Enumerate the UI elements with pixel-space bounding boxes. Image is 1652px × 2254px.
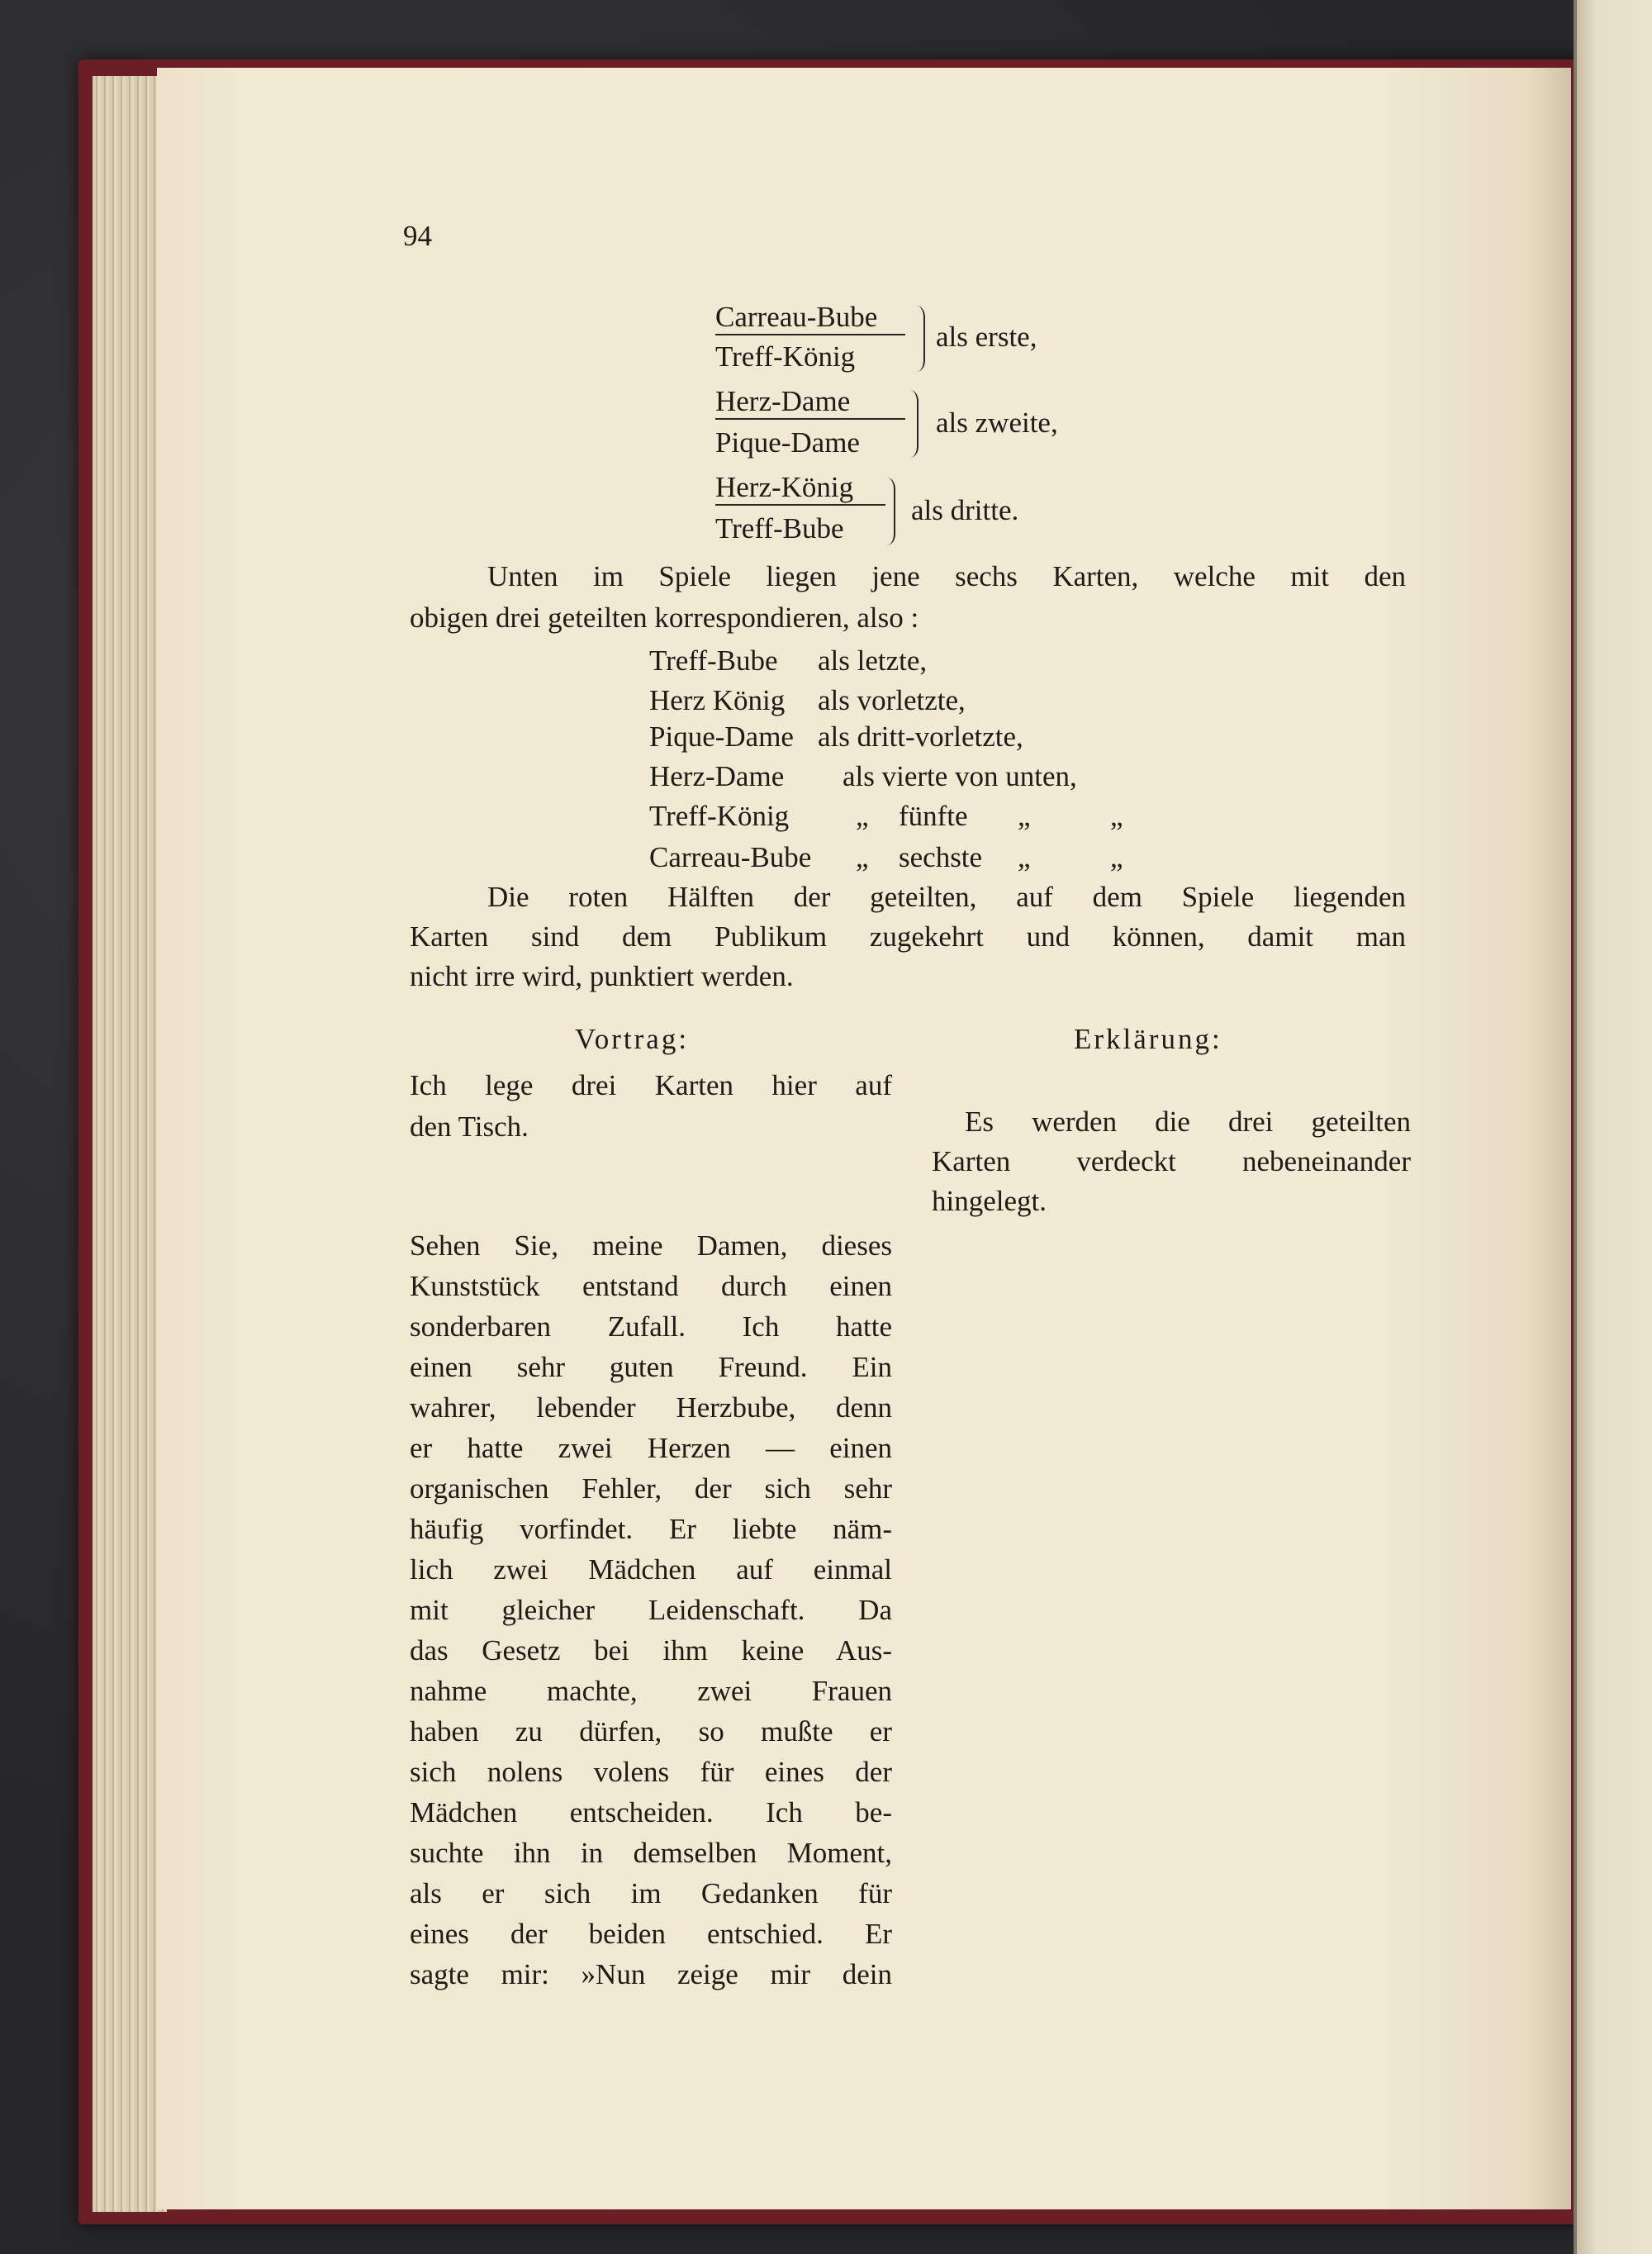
list-card-3: Pique-Dame [649,720,794,753]
list-word-6: sechste [899,841,983,873]
pair-1-label: als erste, [936,321,1037,353]
list-ditto-5b: „ [1018,800,1031,832]
erklaerung-heading: Erklärung: [1074,1023,1222,1055]
vortrag-heading: Vortrag: [575,1023,690,1055]
list-ditto-5a: „ [856,800,869,832]
list-card-5: Treff-König [649,800,790,832]
list-phrase-3: als dritt-vorletzte, [818,720,1023,753]
vortrag-2-line: eines der beiden entschied. Er [410,1918,892,1950]
list-ditto-6b: „ [1018,841,1031,873]
pair-2-top: Herz-Dame [715,385,851,417]
pair-3-top: Herz-König [715,471,854,503]
list-phrase-2: als vorletzte, [818,684,966,716]
list-card-6: Carreau-Bube [649,841,812,873]
para2-line-3: nicht irre wird, punktiert werden. [410,960,794,992]
list-ditto-6c: „ [1110,841,1123,873]
vortrag-2-line: er hatte zwei Herzen — einen [410,1432,892,1464]
vortrag-2-line: sich nolens volens für eines der [410,1756,892,1788]
para1-line-1: Unten im Spiele liegen jene sechs Karten, welche mit den [487,560,1406,592]
list-card-1: Treff-Bube [649,644,778,677]
page-edges [93,76,167,2212]
pair-1-brace [912,306,925,372]
vortrag-2-line: haben zu dürfen, so mußte er [410,1715,892,1748]
erklaerung-1-line-3: hingelegt. [932,1185,1047,1217]
list-card-4: Herz-Dame [649,760,785,792]
vortrag-2-line: als er sich im Gedanken für [410,1877,892,1909]
vortrag-2-line: Mädchen entscheiden. Ich be- [410,1796,892,1828]
vortrag-2-line: organischen Fehler, der sich sehr [410,1472,892,1505]
vortrag-2-line: sagte mir: »Nun zeige mir dein [410,1958,892,1990]
vortrag-2-line: nahme machte, zwei Frauen [410,1675,892,1707]
pair-1-bottom: Treff-König [715,340,856,373]
vortrag-2-line: sonderbaren Zufall. Ich hatte [410,1310,892,1343]
vortrag-block-2 [410,1231,892,2000]
pair-1-top: Carreau-Bube [715,301,878,333]
erklaerung-1-line-2: Karten verdeckt nebeneinander [932,1145,1411,1177]
para2-line-2: Karten sind dem Publikum zugekehrt und können, damit man [410,920,1406,953]
facing-page-edge [1574,0,1652,2254]
vortrag-2-line: Kunststück entstand durch einen [410,1270,892,1302]
vortrag-2-line: Sehen Sie, meine Damen, dieses [410,1229,892,1262]
pair-2-label: als zweite, [936,407,1058,439]
pair-3-rule [715,504,885,506]
vortrag-2-line: mit gleicher Leidenschaft. Da [410,1594,892,1626]
vortrag-2-line: häufig vorfindet. Er liebte näm- [410,1513,892,1545]
vortrag-1-line-2: den Tisch. [410,1110,529,1143]
pair-3-bottom: Treff-Bube [715,512,844,544]
vortrag-1-line-1: Ich lege drei Karten hier auf [410,1069,892,1101]
vortrag-2-line: suchte ihn in demselben Moment, [410,1837,892,1869]
vortrag-2-line: einen sehr guten Freund. Ein [410,1351,892,1383]
vortrag-2-line: lich zwei Mädchen auf einmal [410,1553,892,1586]
pair-1-rule [715,334,905,335]
para1-line-2: obigen drei geteilten korrespondieren, also : [410,602,919,634]
pair-3-brace [882,478,895,545]
pair-2-rule [715,418,905,420]
pair-2-brace [905,390,919,458]
page-number: 94 [403,220,432,252]
vortrag-2-line: das Gesetz bei ihm keine Aus- [410,1634,892,1667]
list-ditto-6a: „ [856,841,869,873]
vortrag-2-line: wahrer, lebender Herzbube, denn [410,1391,892,1424]
list-word-5: fünfte [899,800,968,832]
para2-line-1: Die roten Hälften der geteilten, auf dem Spiele liegenden [487,881,1406,913]
list-ditto-5c: „ [1110,800,1123,832]
pair-3-label: als dritte. [911,494,1019,526]
list-phrase-1: als letzte, [818,644,928,677]
erklaerung-1-line-1: Es werden die drei geteilten [965,1106,1411,1138]
list-card-2: Herz König [649,684,786,716]
pair-2-bottom: Pique-Dame [715,426,860,459]
list-phrase-4: als vierte von unten, [843,760,1077,792]
